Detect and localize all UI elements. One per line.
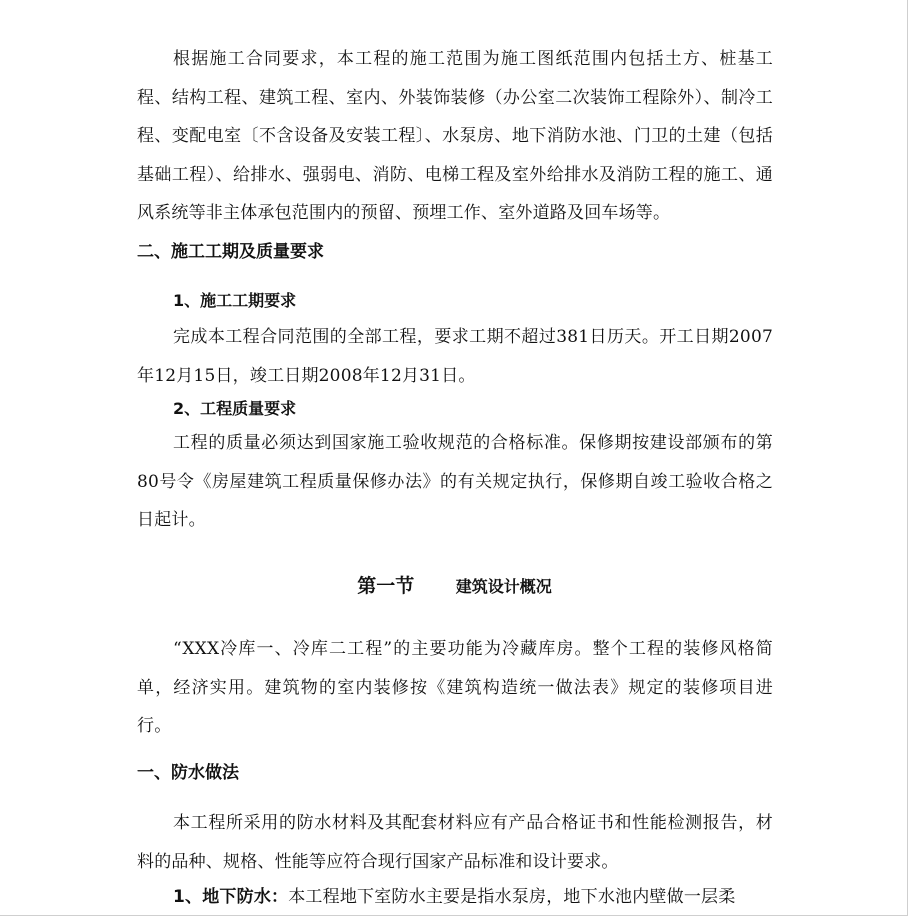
underground-waterproof-text: 本工程地下室防水主要是指水泵房，地下水池内壁做一层柔 [288,887,736,907]
paragraph-construction-scope: 根据施工合同要求，本工程的施工范围为施工图纸范围内包括土方、桩基工程、结构工程、建筑工程、室内、外装饰装修（办公室二次装饰工程除外）、制冷工程、变配电室〔不含设备及安装工程〕、水泵房、地下消防水池、门卫的土建（包括基础工程）、给排水、强弱电、消防、电梯工程及室外给排水及消防工程的施工、通风系统等非主体承包范围内的预留、预埋工作、室外道路及回车场等。 [137,49,773,223]
paragraph-waterproof-materials: 本工程所采用的防水材料及其配套材料应有产品合格证书和性能检测报告，材料的品种、规格、性能等应符合现行国家产品标准和设计要求。 [137,813,773,872]
section-name: 建筑设计概况 [455,577,552,596]
paragraph-quality: 工程的质量必须达到国家施工验收规范的合格标准。保修期按建设部颁布的第80号令《房屋建筑工程质量保修办法》的有关规定执行，保修期自竣工验收合格之日起计。 [137,433,773,530]
section-title [0,571,909,598]
section-number: 第一节 [357,575,415,597]
paragraph-underground-waterproof [137,878,773,917]
heading-schedule-quality: 二、施工工期及质量要求 [137,242,324,262]
subheading-schedule: 1、施工工期要求 [173,291,297,310]
paragraph-design-overview: “XXX冷库一、冷库二工程”的主要功能为冷藏库房。整个工程的装修风格简单，经济实用。建筑物的室内装修按《建筑构造统一做法表》规定的装修项目进行。 [137,639,773,736]
underground-waterproof-lead: 1、地下防水： [173,887,289,907]
heading-waterproofing: 一、防水做法 [137,763,239,783]
subheading-quality: 2、工程质量要求 [173,399,297,418]
paragraph-schedule: 完成本工程合同范围的全部工程，要求工期不超过381日历天。开工日期2007年12月15日，竣工日期2008年12月31日。 [137,327,773,386]
